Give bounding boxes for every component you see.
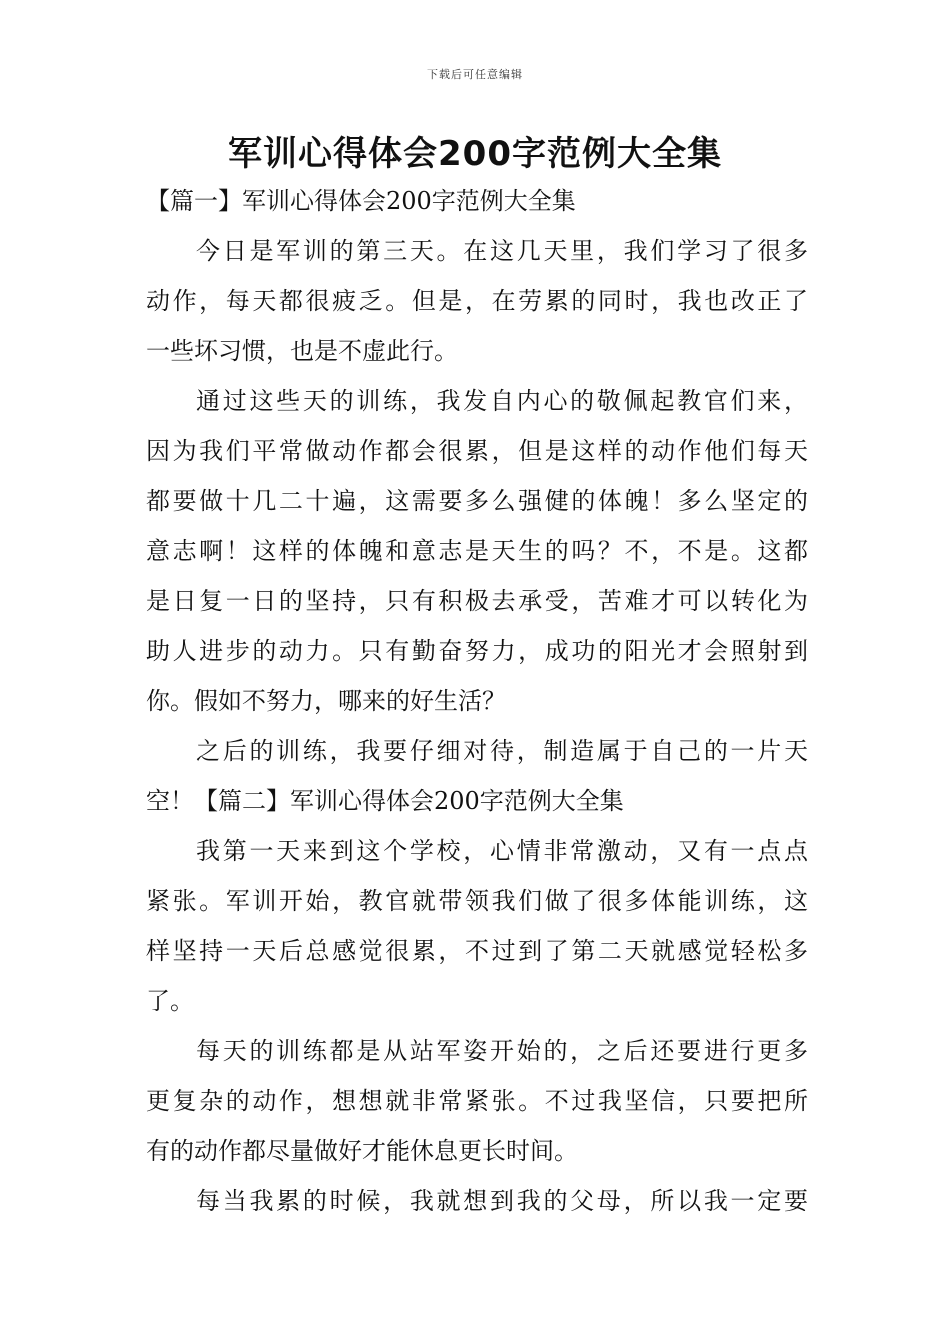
text-line: 助人进步的动力。只有勤奋努力，成功的阳光才会照射到: [146, 637, 808, 665]
document-body: [146, 176, 808, 1226]
text-line: 是日复一日的坚持，只有积极去承受，苦难才可以转化为: [146, 587, 808, 615]
document-title: 军训心得体会200字范例大全集: [228, 134, 722, 174]
text-line: 更复杂的动作，想想就非常紧张。不过我坚信，只要把所: [146, 1087, 808, 1115]
text-line: 之后的训练，我要仔细对待，制造属于自己的一片天: [196, 737, 808, 765]
text-line: 有的动作都尽量做好才能休息更长时间。: [146, 1137, 578, 1165]
text-line: 动作，每天都很疲乏。但是，在劳累的同时，我也改正了: [146, 287, 808, 315]
text-line: 紧张。军训开始，教官就带领我们做了很多体能训练，这: [146, 887, 808, 915]
text-line: 今日是军训的第三天。在这几天里，我们学习了很多: [196, 237, 808, 265]
text-line: 每当我累的时候，我就想到我的父母，所以我一定要: [196, 1187, 808, 1215]
text-line: 一些坏习惯，也是不虚此行。: [146, 337, 458, 365]
text-line: 都要做十几二十遍，这需要多么强健的体魄！多么坚定的: [146, 487, 808, 515]
text-line: 因为我们平常做动作都会很累，但是这样的动作他们每天: [146, 437, 808, 465]
text-line: 通过这些天的训练，我发自内心的敬佩起教官们来，: [196, 387, 808, 415]
text-line: 你。假如不努力，哪来的好生活？: [146, 687, 506, 715]
header-note: 下载后可任意编辑: [427, 68, 523, 81]
text-line: 【篇一】军训心得体会200字范例大全集: [146, 187, 576, 215]
text-line: 了。: [146, 987, 194, 1015]
text-line: 样坚持一天后总感觉很累，不过到了第二天就感觉轻松多: [146, 937, 808, 965]
text-line: 我第一天来到这个学校，心情非常激动，又有一点点: [196, 837, 808, 865]
text-line: 每天的训练都是从站军姿开始的，之后还要进行更多: [196, 1037, 808, 1065]
text-line: 意志啊！这样的体魄和意志是天生的吗？不，不是。这都: [146, 537, 808, 565]
text-line: 空！【篇二】军训心得体会200字范例大全集: [146, 787, 624, 815]
